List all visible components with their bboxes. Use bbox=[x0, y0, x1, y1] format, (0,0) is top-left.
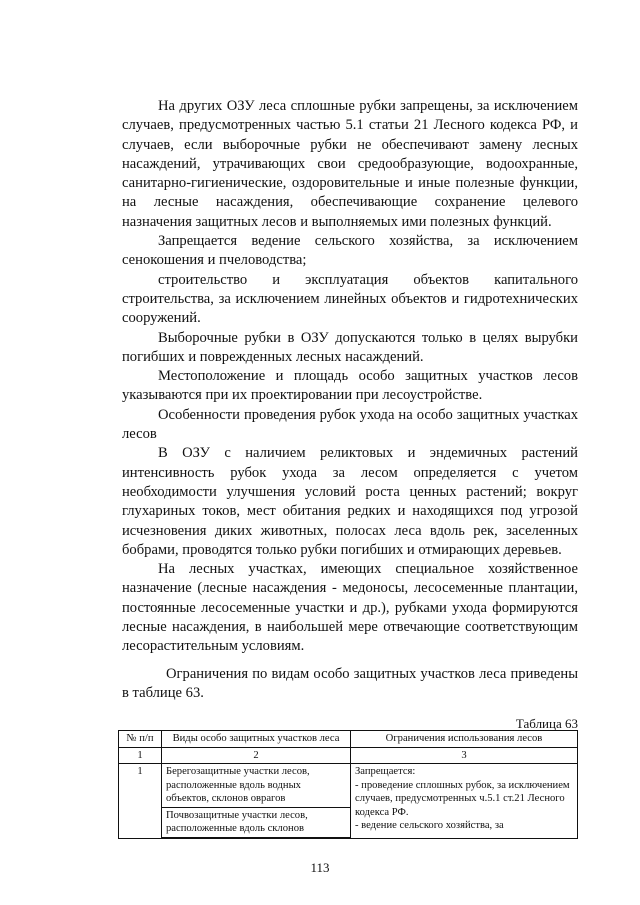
row-limit bbox=[351, 764, 578, 839]
header-num: № п/п bbox=[119, 731, 162, 748]
table-caption: Таблица 63 bbox=[515, 716, 578, 731]
table-header-row bbox=[119, 731, 578, 748]
numbering-cell: 1 bbox=[119, 747, 162, 764]
restrictions-table bbox=[118, 730, 578, 839]
paragraph: Особенности проведения рубок ухода на особо защитных участках лесов bbox=[122, 406, 578, 443]
paragraph: На лесных участках, имеющих специальное хозяйственное назначение (лесные насаждения - медоносы, лесосеменные плантации, постоянные лесосеменные участки и др.), рубками ухода формируются лесные насаждения, в наибольшей мере отвечающие соответствующим лесорастительным условиям. bbox=[122, 561, 578, 655]
table-numbering-row bbox=[119, 747, 578, 764]
type-soil-protection: Почвозащитные участки лесов, расположенные вдоль склонов bbox=[162, 808, 350, 838]
paragraph: Ограничения по видам особо защитных участков леса приведены в таблице 63. bbox=[122, 665, 578, 701]
limit-line: - проведение сплошных рубок, за исключением случаев, предусмотренных ч.5.1 ст.21 Лесного кодекса РФ. bbox=[355, 779, 570, 818]
table-row bbox=[119, 764, 578, 839]
paragraph: В ОЗУ с наличием реликтовых и эндемичных растений интенсивность рубок ухода за лесом определяется с учетом необходимости улучшения условий роста ценных растений; вокруг глухариных токов, мест обитания редких и находящихся под угрозой исчезновения диких животных, полосах леса вдоль рек, заселенных бобрами, проводятся только рубки погибших и отмирающих деревьев. bbox=[122, 445, 578, 558]
limit-line: - ведение сельского хозяйства, за bbox=[355, 820, 504, 831]
row-type bbox=[162, 764, 351, 839]
paragraph: Местоположение и площадь особо защитных участков лесов указываются при их проектировании при лесоустройстве. bbox=[122, 368, 578, 404]
limit-line: Запрещается: bbox=[355, 766, 416, 777]
header-limit: Ограничения использования лесов bbox=[351, 731, 578, 748]
row-num: 1 bbox=[119, 764, 162, 839]
paragraph: На других ОЗУ леса сплошные рубки запрещены, за исключением случаев, предусмотренных частью 5.1 статьи 21 Лесного кодекса РФ, и случаев, если выборочные рубки не обеспечивают замену лесных насаждений, утрачивающих свои средообразующие, водоохранные, санитарно-гигиенические, оздоровительные и иные полезные функции, на лесные насаждения, обеспечивающие сохранение целевого назначения защитных лесов и выполняемых ими полезных функций. bbox=[122, 98, 578, 230]
paragraph: Запрещается ведение сельского хозяйства, за исключением сенокошения и пчеловодства; bbox=[122, 233, 578, 269]
paragraph: Выборочные рубки в ОЗУ допускаются только в целях вырубки погибших и поврежденных лесных насаждений. bbox=[122, 329, 578, 365]
paragraph: строительство и эксплуатация объектов капитального строительства, за исключением линейных объектов и гидротехнических сооружений. bbox=[122, 271, 578, 327]
page-number: 113 bbox=[310, 860, 330, 875]
type-shore-protection: Берегозащитные участки лесов, расположенные вдоль водных объектов, склонов оврагов bbox=[162, 764, 350, 808]
numbering-cell: 2 bbox=[162, 747, 351, 764]
header-type: Виды особо защитных участков леса bbox=[162, 731, 351, 748]
body-text bbox=[122, 97, 578, 703]
numbering-cell: 3 bbox=[351, 747, 578, 764]
